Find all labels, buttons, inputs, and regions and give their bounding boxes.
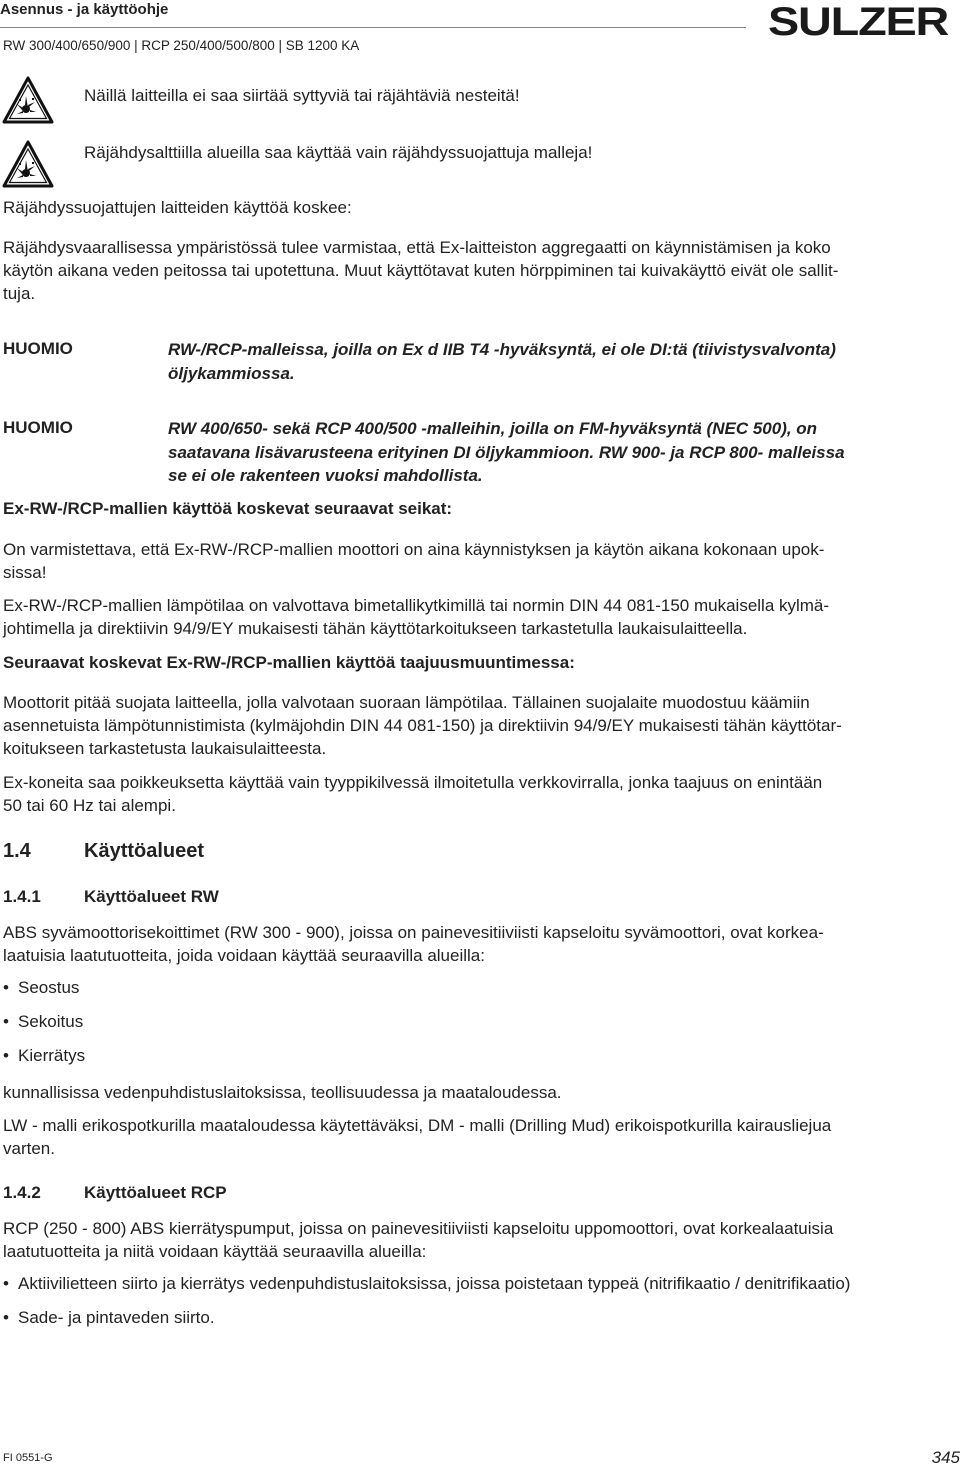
rw-intro: ABS syvämoottorisekoittimet (RW 300 - 900), joissa on painevesitiiviisti kapseloitu syvämoottori, ovat korkea- laatuisia laatutuotteita, joida voidaan käyttää seuraavilla alueilla: [3, 923, 824, 965]
frequency-paragraph: Moottorit pitää suojata laitteella, jolla valvotaan suoraan lämpötilaa. Tällainen suojalaite muodostuu käämiin asennetuista lämpötunnistimista (kylmäjohdin DIN 44 081-150) ja direktiivin 94/9/EY mukaisesti tähän käyttötar- koitukseen tarkastetusta laukaisulaitteesta. [3, 693, 842, 758]
subsection-title: Käyttöalueet RCP [84, 1183, 227, 1202]
subsection-number: 1.4.2 [3, 1183, 41, 1202]
list-item: • Kierrätys [3, 1046, 86, 1065]
sulzer-logo: SULZER [768, 0, 949, 44]
section-title: Käyttöalueet [84, 840, 205, 862]
document-title: Asennus - ja käyttöohje [0, 1, 169, 18]
warning-text: Näillä laitteilla ei saa siirtää syttyviä tai räjähtäviä nesteitä! [84, 86, 520, 105]
rw-lw-dm-models: LW - malli erikospotkurilla maataloudessa käytettäväksi, DM - malli (Drilling Mud) erikoispotkurilla kairausliejua varten. [3, 1116, 832, 1158]
list-item: • Sekoitus [3, 1012, 84, 1031]
page-number: 345 [931, 1448, 960, 1467]
ex-use-paragraph: Räjähdysvaarallisessa ympäristössä tulee varmistaa, että Ex-laitteiston aggregaatti on käynnistämisen ja koko käytön aikana veden peitossa tai upotettuna. Muut käyttötavat kuten hörppiminen tai kuivakäyttö eivät ole sallit- tuja. [3, 238, 839, 303]
list-item: • Aktiivilietteen siirto ja kierrätys vedenpuhdistuslaitoksissa, joissa poistetaan typpeä (nitrifikaatio / denitrifikaatio) [3, 1274, 851, 1293]
ex-models-heading: Ex-RW-/RCP-mallien käyttöä koskevat seuraavat seikat: [3, 499, 453, 518]
explosion-warning-icon [2, 140, 54, 188]
document-subtitle: RW 300/400/650/900 | RCP 250/400/500/800 | SB 1200 KA [3, 38, 360, 53]
warning-text: Räjähdysalttiilla alueilla saa käyttää vain räjähdyssuojattuja malleja! [84, 143, 593, 162]
subsection-title: Käyttöalueet RW [84, 887, 219, 906]
ex-models-paragraph: Ex-RW-/RCP-mallien lämpötilaa on valvottava bimetallikytkimillä tai normin DIN 44 081-150 mukaisella kylmä- johtimella ja direktiivin 94/9/EY mukaisesti tähän käyttötarkoitukseen tarkastetulla laukaisulaitteella. [3, 596, 830, 638]
ex-models-paragraph: On varmistettava, että Ex-RW-/RCP-mallien moottori on aina käynnistyksen ja käytön aikana kokonaan upok- sissa! [3, 540, 825, 582]
list-item: • Seostus [3, 978, 80, 997]
subsection-number: 1.4.1 [3, 887, 41, 906]
frequency-paragraph: Ex-koneita saa poikkeuksetta käyttää vain tyyppikilvessä ilmoitetulla verkkovirralla, jonka taajuus on enintään 50 tai 60 Hz tai alempi. [3, 773, 823, 815]
header-divider [0, 27, 746, 28]
rw-applications: kunnallisissa vedenpuhdistuslaitoksissa, teollisuudessa ja maataloudessa. [3, 1083, 562, 1102]
section-number: 1.4 [3, 840, 31, 862]
note-text: RW-/RCP-malleissa, joilla on Ex d IIB T4 -hyväksyntä, ei ole DI:tä (tiivistysvalvonta) öljykammiossa. [168, 340, 836, 383]
document-code: FI 0551-G [3, 1452, 53, 1464]
list-item: • Sade- ja pintaveden siirto. [3, 1308, 215, 1327]
note-text: RW 400/650- sekä RCP 400/500 -malleihin, joilla on FM-hyväksyntä (NEC 500), on saatavana lisävarusteena erityinen DI öljykammioon. RW 900- ja RCP 800- malleissa se ei ole rakenteen vuoksi mahdollista. [168, 419, 845, 485]
rcp-intro: RCP (250 - 800) ABS kierrätyspumput, joissa on painevesitiiviisti kapseloitu uppomoottori, ovat korkealaatuisia laatutuotteita ja niitä voidaan käyttää seuraavilla alueilla: [3, 1219, 834, 1261]
ex-use-heading: Räjähdyssuojattujen laitteiden käyttöä koskee: [3, 198, 352, 217]
note-label: HUOMIO [3, 418, 73, 437]
frequency-heading: Seuraavat koskevat Ex-RW-/RCP-mallien käyttöä taajuusmuuntimessa: [3, 653, 575, 672]
note-label: HUOMIO [3, 339, 73, 358]
explosion-warning-icon [2, 76, 54, 124]
